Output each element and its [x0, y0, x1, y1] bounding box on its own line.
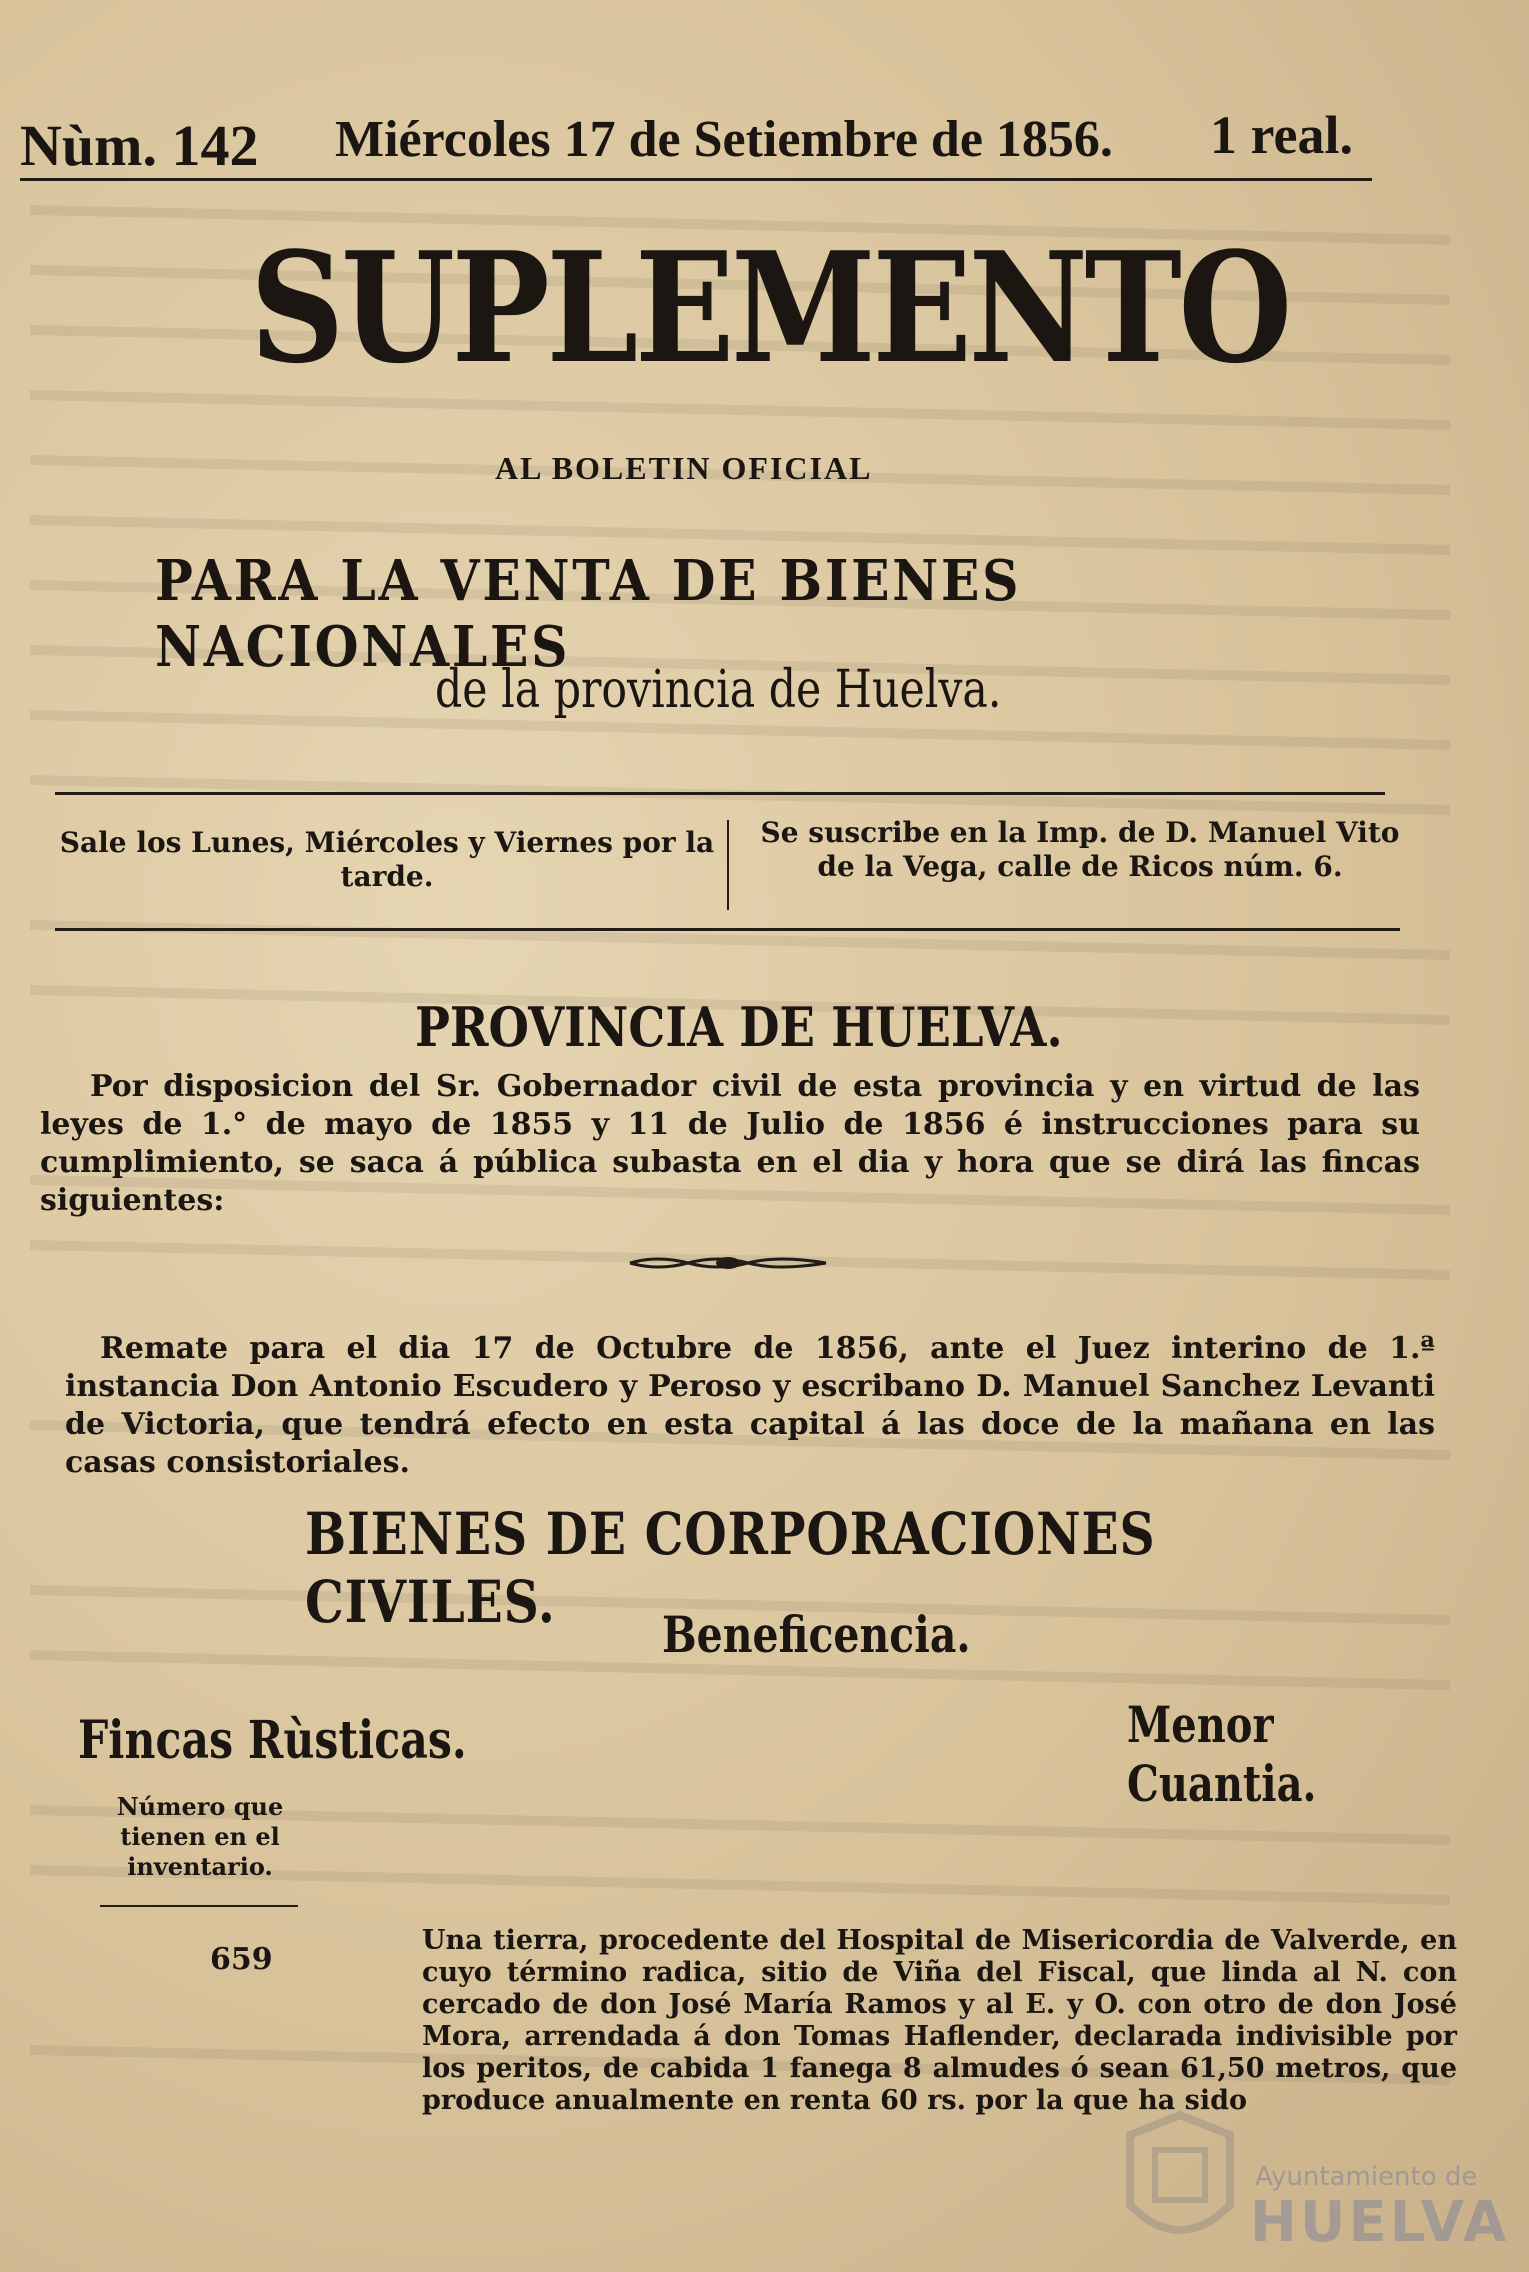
issue-date: Miércoles 17 de Setiembre de 1856. — [335, 111, 1113, 168]
auction-notice: Remate para el dia 17 de Octubre de 1856, ante el Juez interino de 1.ª instancia Don Antonio Escudero y Peroso y escribano D. Manuel Sanchez Levanti de Victoria, que tendrá efecto en esta capital á las doce de la mañana en las casas consistoriales. — [65, 1331, 1435, 1480]
issue-number: Nùm. 142 — [20, 113, 259, 178]
issue-price: 1 real. — [1210, 105, 1353, 165]
masthead-rule — [20, 178, 1372, 181]
info-divider — [727, 820, 729, 910]
supplement-province: de la provincia de Huelva. — [435, 660, 1002, 720]
city-seal-icon — [1120, 2105, 1240, 2255]
beneficencia-heading: Beneficencia. — [662, 1605, 971, 1664]
ornament-divider — [628, 1255, 828, 1271]
supplement-subtitle: AL BOLETIN OFICIAL — [495, 450, 873, 486]
supplement-purpose: PARA LA VENTA DE BIENES NACIONALES — [155, 548, 1022, 680]
fincas-heading: Fincas Rùsticas. — [78, 1710, 467, 1771]
inventory-header-rule — [100, 1905, 298, 1907]
supplement-title: SUPLEMENTO — [250, 218, 1289, 397]
info-bottom-rule — [55, 928, 1400, 931]
publication-schedule: Sale los Lunes, Miércoles y Viernes por la tarde. — [59, 826, 715, 893]
info-top-rule — [55, 792, 1385, 795]
inventory-number-header: Número que tienen en el inventario. — [116, 1792, 284, 1881]
inventory-number: 659 — [210, 1942, 273, 1977]
watermark-city: HUELVA — [1250, 2190, 1510, 2255]
province-heading: PROVINCIA DE HUELVA. — [415, 995, 1063, 1059]
menor-cuantia-heading: Menor Cuantia. — [1127, 1695, 1317, 1813]
watermark-caption: Ayuntamiento de — [1255, 2162, 1478, 2192]
property-description: Una tierra, procedente del Hospital de Misericordia de Valverde, en cuyo término radica, sitio de Viña del Fiscal, que linda al N. con cercado de don José María Ramos y al E. y O. con otro de don José Mora, arrendada á don Tomas Haflender, declarada indivisible por los peritos, de cabida 1 fanega 8 almudes ó sean 61,50 metros, que produce anualmente en renta 60 rs. por la que ha sido — [422, 1925, 1457, 2116]
intro-paragraph: Por disposicion del Sr. Gobernador civil de esta provincia y en virtud de las leyes de 1.° de mayo de 1855 y 11 de Julio de 1856 é instrucciones para su cumplimiento, se saca á pública subasta en el dia y hora que se dirá las fincas siguientes: — [40, 1069, 1420, 1218]
subscription-info: Se suscribe en la Imp. de D. Manuel Vito de la Vega, calle de Ricos núm. 6. — [760, 816, 1400, 883]
bienes-heading: BIENES DE CORPORACIONES CIVILES. — [305, 1500, 1156, 1636]
